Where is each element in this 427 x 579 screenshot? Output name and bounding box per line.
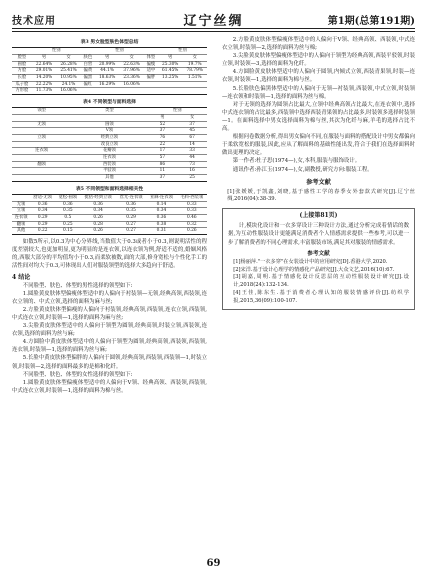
table-cell: 圆脸 bbox=[12, 61, 32, 68]
running-header bbox=[12, 10, 415, 30]
table-cell: 20.99% bbox=[95, 61, 119, 68]
table-row bbox=[12, 121, 207, 128]
table-cell: 0.36 bbox=[55, 201, 80, 208]
table-cell: 0.29 bbox=[30, 221, 55, 228]
table-cell: 偏红 bbox=[81, 81, 95, 88]
table-cell: 0.36 bbox=[146, 215, 176, 222]
table-cell: 0.31 bbox=[146, 228, 176, 235]
table5-caption: 表5 不同领型和面料选择相关性 bbox=[75, 185, 144, 192]
table-cell: 19.7% bbox=[182, 61, 207, 68]
table-cell: 29.01% bbox=[32, 68, 56, 75]
table-cell: 0.36 bbox=[30, 201, 55, 208]
table-cell: 女 bbox=[182, 54, 207, 61]
table-cell: 连衣领 bbox=[12, 148, 71, 155]
table-cell: 25.41% bbox=[56, 68, 80, 75]
table-cell bbox=[95, 88, 119, 95]
header-rule-thin bbox=[12, 31, 415, 32]
continued-box bbox=[222, 208, 415, 309]
table-cell: 44.1% bbox=[95, 68, 119, 75]
table-row bbox=[12, 54, 207, 61]
table-header-cell bbox=[12, 114, 71, 121]
list-item: 3.尖脸黄皮肤体型偏瘦体型适中的人偏向于领型为经典高领,西装平驳领,时装立领,时装领—3,选择的面料为化纤。 bbox=[222, 53, 415, 68]
table-cell: 37 bbox=[148, 128, 178, 135]
table-cell: 0.27 bbox=[116, 221, 146, 228]
table-cell bbox=[158, 88, 182, 95]
table-cell: 脸型 bbox=[12, 54, 32, 61]
table-cell: 11 bbox=[148, 168, 178, 175]
table-cell: 22 bbox=[148, 141, 178, 148]
table-row bbox=[12, 68, 207, 75]
table-header-cell: 亚麻-连衣领 bbox=[146, 194, 176, 201]
table-cell: 0.14 bbox=[146, 201, 176, 208]
table-header-cell bbox=[71, 114, 147, 121]
table-cell: 10.95% bbox=[56, 74, 80, 81]
table-cell: 长脸 bbox=[12, 74, 32, 81]
table-cell: 14 bbox=[177, 141, 207, 148]
table-cell: 偏胖 bbox=[144, 74, 158, 81]
table-cell: 0.34 bbox=[80, 208, 116, 215]
table-cell bbox=[12, 128, 71, 135]
table-cell: 偏黄 bbox=[81, 68, 95, 75]
table-cell: 0.26 bbox=[80, 228, 116, 235]
author-note: 第一作者:杜子思(1974—),女,本科,服装与服饰设计。 bbox=[232, 158, 361, 165]
table-cell: 0.35 bbox=[55, 208, 80, 215]
right-column bbox=[222, 36, 415, 310]
page-number: 69 bbox=[206, 558, 221, 569]
table-cell: 37 bbox=[177, 121, 207, 128]
table-cell: 0.28 bbox=[80, 221, 116, 228]
table-header-cell: 女 bbox=[177, 114, 207, 121]
table-header-cell: 宽松-圆领 bbox=[55, 194, 80, 201]
table-header-cell: 挺括-经典立领 bbox=[80, 194, 116, 201]
table4 bbox=[12, 107, 207, 182]
table-cell: 翻领 bbox=[12, 221, 30, 228]
table-header-cell: 领型 bbox=[12, 108, 71, 115]
table-cell: 0.46 bbox=[177, 215, 207, 222]
list-item: 5.长脸肤色偏黑体型适中的人偏向于无领—衬装领,西装领,中式立领,时装领—连衣领和时装领—1,选择的面料为丝与棉。 bbox=[222, 85, 415, 100]
list-item: 4.方圆脸黄皮肤体型适中的人偏向于圆领,内倾式立领,西装青果领,时装—连衣领,时装领—1,选择的面料为棉与丝。 bbox=[222, 69, 415, 84]
table-cell: 0.5 bbox=[55, 215, 80, 222]
table-cell: 0.25 bbox=[55, 221, 80, 228]
table-cell: 11.73% bbox=[32, 88, 56, 95]
table-row bbox=[12, 61, 207, 68]
table-cell: 0.33 bbox=[177, 208, 207, 215]
table-row bbox=[12, 221, 207, 228]
table-cell: 37 bbox=[148, 175, 178, 182]
table-header-cell: 类型 bbox=[71, 108, 147, 115]
table-cell: 男 bbox=[95, 54, 119, 61]
list-item: 5.长脸中黄皮肤体型偏胖的人偏向于圆领,经典高领,西装领,西装领—1,时装立领,时装领—2,选择的面料最多的是棉和化纤。 bbox=[12, 355, 207, 370]
table-cell: 圆领 bbox=[71, 121, 147, 128]
table-cell: 22.63% bbox=[119, 61, 143, 68]
table-cell: 偏黑 bbox=[81, 74, 95, 81]
table-cell: 16.06% bbox=[56, 88, 80, 95]
table-row bbox=[12, 141, 207, 148]
table-cell: 0.35 bbox=[116, 208, 146, 215]
table-cell: 67 bbox=[177, 134, 207, 141]
table-cell: 25.30% bbox=[158, 61, 182, 68]
table-cell: 0.34 bbox=[30, 208, 55, 215]
table-cell: 翻领 bbox=[12, 161, 71, 168]
body-paragraph: 根据问卷数据分析,得出男女偏向不同,在服装与面料的搭配设计中男女都偏向于柔软宽松的服装,因此,应从了解面料的基础性能出发,符合于我们在选择面料时做出更理的决定。 bbox=[222, 134, 415, 157]
table-cell bbox=[182, 88, 207, 95]
table-cell: 0.38 bbox=[146, 221, 176, 228]
table-cell: 78.79% bbox=[182, 68, 207, 75]
table-cell: 26.28% bbox=[56, 61, 80, 68]
table-cell: 1.51% bbox=[182, 74, 207, 81]
header-rule bbox=[12, 28, 415, 29]
table-cell: 37.96% bbox=[119, 68, 143, 75]
table-row bbox=[12, 168, 207, 175]
table-header-cell: 毛料-西装领 bbox=[177, 194, 207, 201]
table-cell: 0.32 bbox=[177, 221, 207, 228]
table-cell: 其他 bbox=[71, 175, 147, 182]
table3-group bbox=[81, 48, 95, 55]
table-row bbox=[12, 155, 207, 162]
body-paragraph: 对于无领的选择为圆领占比最大,立领中经典高领占比最大,在连衣领中,选择中式连衣领的占比最多,西装领中选择西装青果领的占比最多,时装领多选择时装领—1。在面料选择中男女选择面料为棉与丝,其次为化纤与麻,羊毛的选择占比不高。 bbox=[222, 101, 415, 133]
table-cell: 45 bbox=[177, 128, 207, 135]
table-cell bbox=[182, 81, 207, 88]
table-cell: 16 bbox=[177, 168, 207, 175]
table-cell: 无领 bbox=[12, 201, 30, 208]
table-cell: 男 bbox=[32, 54, 56, 61]
table-cell: 23.36% bbox=[119, 74, 143, 81]
table-cell: 0.34 bbox=[146, 208, 176, 215]
table-cell: 86 bbox=[148, 161, 178, 168]
left-column bbox=[12, 36, 207, 395]
list-item: 4.方圆脸中黄皮肤体型适中的人偏向于领型为圆领,经典高领,西装领,西装领,连衣领,时装领—1,选择的面料为丝与麻; bbox=[12, 339, 207, 354]
section-heading: 4 结论 bbox=[12, 273, 31, 281]
table-cell: 瓜子脸 bbox=[12, 81, 32, 88]
table3-group bbox=[12, 48, 32, 55]
table-cell: 33 bbox=[177, 148, 207, 155]
author-note: 通讯作者:孙江玉(1974—),女,副教授,研究方向:服装工程。 bbox=[232, 166, 373, 173]
table-cell bbox=[144, 88, 158, 95]
table-header-cell: 男 bbox=[148, 114, 178, 121]
table-cell: 0.26 bbox=[177, 228, 207, 235]
table-cell: 立领 bbox=[12, 134, 71, 141]
table-cell bbox=[12, 168, 71, 175]
list-item: 3.尖脸黄皮肤体型适中的人偏向于领型为圆领,经典高领,时装立领,西装领,连衣领,选择的面料为丝与麻; bbox=[12, 323, 207, 338]
table-cell: 25 bbox=[177, 175, 207, 182]
table-header-cell bbox=[12, 194, 30, 201]
table-cell: 方形脸 bbox=[12, 88, 32, 95]
table-cell: 76 bbox=[148, 134, 178, 141]
table-cell: 0.22 bbox=[30, 228, 55, 235]
table-row bbox=[12, 88, 207, 95]
list-item: 2.方脸黄皮肤体型偏瘦体型适中的人偏向于V领、经典高领、西装领,中式连衣立领,时装领—2,选择的面料为丝与棉; bbox=[222, 37, 415, 52]
table-cell: 肤色 bbox=[81, 54, 95, 61]
table-cell bbox=[81, 88, 95, 95]
table-cell bbox=[144, 81, 158, 88]
table-cell: 16.06% bbox=[119, 81, 143, 88]
body-paragraph: 如数5所示,以0.3为中心分界线,当数值大于0.3或者小于0.3,则说明活性的程度差别较大,也更加明显,更为明显的是连衣领,以连衣领为例,舒适不适的,婚姻风格的,西服大部分的平均值均小于0.3,而柔软被数,面的大部,修身宽松与个性化手工的活性间对均大于0.3,可体现出人们对服装领型的选择大多趋向于舒适。 bbox=[12, 239, 207, 270]
table-cell: 适中 bbox=[144, 68, 158, 75]
journal-title: 辽宁丝绸 bbox=[183, 14, 244, 29]
table-cell: 17 bbox=[148, 148, 178, 155]
body-paragraph: 不同脸型、肤色、体型的女性选择的领型如下: bbox=[22, 371, 133, 378]
table-cell: 西装领 bbox=[71, 161, 147, 168]
table3-caption: 表3 男女脸型肤色体型总结 bbox=[80, 39, 139, 45]
table-row bbox=[12, 148, 207, 155]
table-cell: 0.29 bbox=[116, 215, 146, 222]
table3 bbox=[12, 47, 207, 95]
table-cell: 立领 bbox=[12, 208, 30, 215]
header-section-label: 技术应用 bbox=[12, 16, 56, 27]
table-cell: 连衣领 bbox=[71, 155, 147, 162]
table-row bbox=[12, 81, 207, 88]
table-cell: 白皙 bbox=[81, 61, 95, 68]
table-cell: 0.26 bbox=[80, 215, 116, 222]
reference-item: [3]胡嘉,周明.基于情感化设计反思层的互动性服装设计研究[J].设计,2018(24):132-134. bbox=[233, 274, 409, 289]
table3-group: 性别 bbox=[32, 48, 81, 55]
table-cell: 14.20% bbox=[32, 74, 56, 81]
table-row bbox=[12, 215, 207, 222]
list-item: 1.圆脸黄皮肤体型偏瘦体型适中的人偏向于衬装领—无领,经典高领,西装领,连衣立领的、中式立领,选择的面料为麻与丝; bbox=[12, 290, 207, 305]
table-cell: 52 bbox=[148, 121, 178, 128]
table-row bbox=[12, 228, 207, 235]
table-cell: 男 bbox=[158, 54, 182, 61]
table-cell: 16.29% bbox=[95, 81, 119, 88]
reference-item: [1]张媛媛,于凯鑫,刘晓,基于感性工学的春季女外套款式研究[J].辽宁丝绸,2016(04):38-39. bbox=[227, 188, 415, 203]
table-row bbox=[12, 175, 207, 182]
table-cell: 18.63% bbox=[95, 74, 119, 81]
table-cell: 22.22% bbox=[32, 81, 56, 88]
table-cell: 连衣领 bbox=[12, 215, 30, 222]
table-cell: 方脸 bbox=[12, 68, 32, 75]
table-row bbox=[12, 208, 207, 215]
table-cell: 73 bbox=[177, 161, 207, 168]
table-cell: 花瓣领 bbox=[71, 148, 147, 155]
continued-from-label: (上接第81页) bbox=[299, 212, 338, 220]
table-cell: 0.27 bbox=[116, 228, 146, 235]
table-cell bbox=[12, 155, 71, 162]
references-heading: 参考文献 bbox=[307, 250, 330, 257]
reference-item: [1]杨丽萍."一衣多穿"在女装设计中的应用研究[D].香港大学,2020. bbox=[233, 258, 388, 265]
table-cell: 其他 bbox=[12, 228, 30, 235]
table-cell: 0.36 bbox=[80, 201, 116, 208]
table-cell: 偏瘦 bbox=[144, 61, 158, 68]
table5 bbox=[12, 194, 207, 235]
table-cell: 无领 bbox=[12, 121, 71, 128]
table-cell: 24.1% bbox=[56, 81, 80, 88]
table-cell bbox=[158, 81, 182, 88]
table-cell bbox=[119, 88, 143, 95]
table-cell: V领 bbox=[71, 128, 147, 135]
table-cell: 女 bbox=[119, 54, 143, 61]
table-cell: 61.45% bbox=[158, 68, 182, 75]
table-row bbox=[12, 128, 207, 135]
list-item: 2.方脸黄皮肤体型偏瘦的人偏向于衬装领,经典高领,西装领,连衣立领,西装领,中式连衣立领,时装领—1,选择的面料为麻与丝; bbox=[12, 306, 207, 321]
table-cell: 22.64% bbox=[32, 61, 56, 68]
table-cell: 经典立领 bbox=[71, 134, 147, 141]
table-row bbox=[12, 134, 207, 141]
table-header-cell: 丝光-连衣领 bbox=[116, 194, 146, 201]
table3-group: 性别 bbox=[95, 48, 144, 55]
table4-caption: 表4 不同领型与面料选择 bbox=[83, 99, 136, 106]
table3-group: 性别 bbox=[158, 48, 207, 55]
references-heading: 参考文献 bbox=[306, 178, 331, 186]
list-item: 1.圆脸黄皮肤体型偏瘦体型适中的人偏向于V领、经典高领、西装领,西装领,中式连衣立领,时装领—1,选择的面料为棉与丝。 bbox=[12, 379, 207, 394]
table-cell: 13.25% bbox=[158, 74, 182, 81]
table-cell bbox=[12, 141, 71, 148]
table-cell: 体型 bbox=[144, 54, 158, 61]
reference-item: [4]王佳,陈东生.基于消费者心理认知的服装情感评价[J].纺织学报,2015,36(09):100-107. bbox=[233, 289, 409, 304]
table-row bbox=[12, 161, 207, 168]
table-cell: 57 bbox=[148, 155, 178, 162]
body-paragraph: 不同脸型、肤色、体型的男性选择的领型如下: bbox=[22, 282, 133, 289]
table-row bbox=[12, 74, 207, 81]
body-paragraph: 计,模块化设计和一衣多穿设计三种设计方法,通过分析完成着情话的数据,为互动性服装设计更能满足消费者个人情感需求提供一些参考,可以进一步了解消费者的不同心理需求,丰富服装市场,满足其对服装的情感需求。 bbox=[228, 223, 409, 246]
table-cell: 0.33 bbox=[177, 201, 207, 208]
table-cell: 0.15 bbox=[55, 228, 80, 235]
table-header-cell: 性别 bbox=[148, 108, 207, 115]
table-cell: 女 bbox=[56, 54, 80, 61]
table-cell: 0.36 bbox=[116, 201, 146, 208]
table-cell: 平驳领 bbox=[71, 168, 147, 175]
issue-number: 第1期(总第191期) bbox=[327, 16, 415, 27]
table-header-cell: 舒适-无领 bbox=[30, 194, 55, 201]
table-cell: 0.29 bbox=[30, 215, 55, 222]
table-cell: 改良立领 bbox=[71, 141, 147, 148]
reference-item: [2]宋洋.基于设计心理学的情感化产品研究[J].大众文艺,2016(10):67. bbox=[233, 266, 395, 273]
table-row bbox=[12, 201, 207, 208]
table3-group bbox=[144, 48, 158, 55]
table-cell bbox=[12, 175, 71, 182]
table-cell: 44 bbox=[177, 155, 207, 162]
